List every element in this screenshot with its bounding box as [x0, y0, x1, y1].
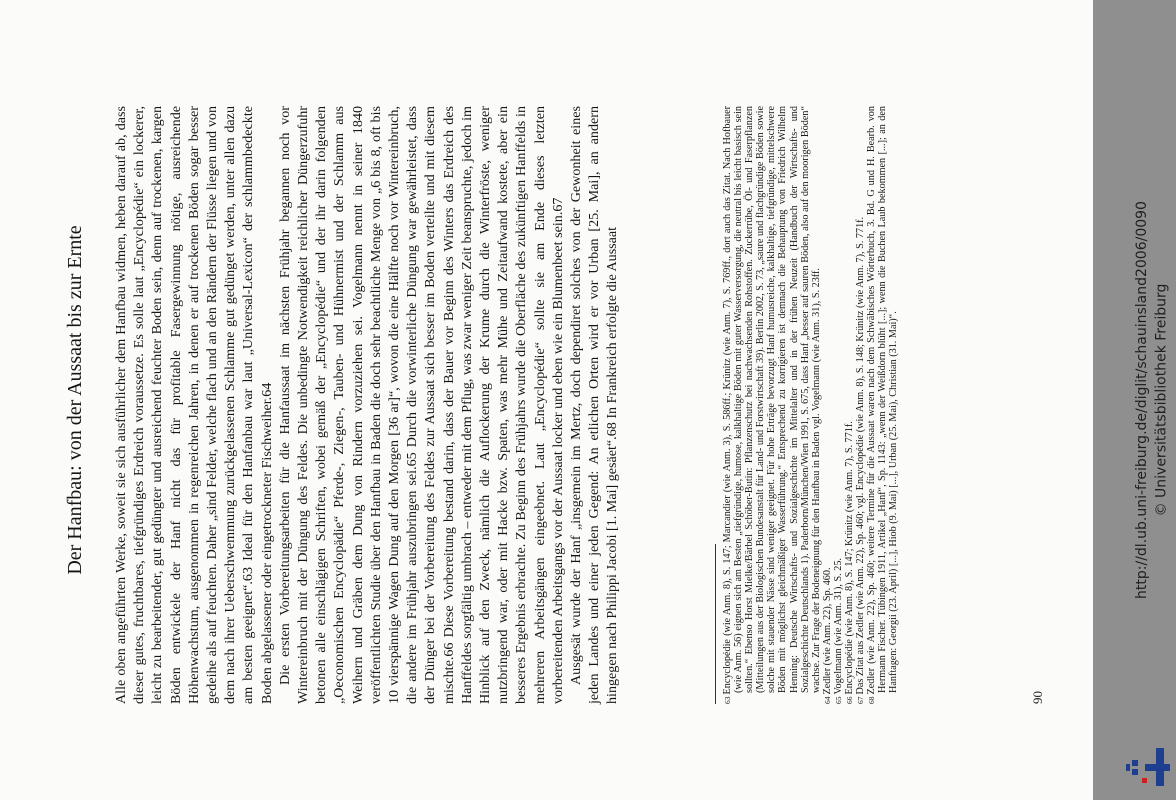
paragraph: Alle oben angeführten Werke, soweit sie sich ausführlicher dem Hanfbau widmen, heben darauf ab, dass dieser gutes, fruchtbares, tiefgründiges Erdreich voraussetze. Es solle laut „Encyclopédie“ ein lockerer, leicht zu bearbeitender, gut gedüngter und ausreichend feuchter Boden sein, denn auf trockenen, kargen Böden entwickele der Hanf nicht das für profitable Fasergewinnung nötige, ausreichende Höhenwachstum, ausgenommen in regenreichen Jahren, in denen er auf trockenen Böden sogar besser gedeihe als auf feuchten. Daher „sind Felder, welche flach und an den Rändern der Flüsse liegen und von dem nach ihrer Ueberschwemmung zurückgelassenen Schlamme gut gedünget werden, unter allen dazu am besten geeignet“.63 Ideal für den Hanfanbau war laut „Universal-Lexicon“ der schlammbedeckte Boden abgelassener oder eingetrockneter Fischweiher.64: [113, 106, 275, 704]
paragraph: Die ersten Vorbereitungsarbeiten für die Hanfaussaat im nächsten Frühjahr begannen noch vor Wintereinbruch mit der Düngung des Feldes. Die unbedingte Notwendigkeit reichlicher Düngerzufuhr betonen alle einschlägigen Schriften, wobei gemäß der „Encyclopédie“ und der ihr darin folgenden „Oeconomischen Encyclopädie“ Pferde-, Ziegen-, Tauben- und Hühnermist und der Schlamm aus Weihern und Gräben dem Dung von Rindern vorzuziehen sei. Vogelmann nennt in seiner 1840 veröffentlichten Studie über den Hanfbau in Baden die doch sehr beachtliche Menge von „6 bis 8, oft bis 10 vierspännige Wagen Dung auf den Morgen [36 ar]“, wovon die eine Hälfte noch vor Wintereinbruch, die andere im Frühjahr auszubringen sei.65 Durch die vorwinterliche Düngung war gewährleistet, dass der Dünger bei der Vorbereitung des Feldes zur Aussaat sich besser im Boden verteilte und mit diesem mischte.66 Diese Vorbereitung bestand darin, dass der Bauer vor Beginn des Winters das Erdreich des Hanffeldes sorgfältig umbrach – entweder mit dem Pflug, was zwar weniger Zeit beanspruchte, jedoch im Hinblick auf den Zweck, nämlich die Auflockerung der Krume durch die Winterfröste, weniger nutzbringend war, oder mit Hacke bzw. Spaten, was mehr Mühe und Zeitaufwand kostete, aber ein besseres Ergebnis erbrachte. Zu Beginn des Frühjahrs wurde die Oberfläche des zukünftigen Hanffelds in mehreren Arbeitsgängen eingeebnet. Laut „Encyclopédie“ sollte sie am Ende dieses letzten vorbereitenden Arbeitsgangs vor der Aussaat locker und eben wie ein Blumenbeet sein.67: [276, 106, 566, 704]
footnote-text: Encyclopédie (wie Anm. 8), S. 147; Krünitz (wie Anm. 7), S. 771f.: [844, 421, 856, 695]
body-text: [112, 106, 622, 704]
footnote-number: 67: [856, 696, 866, 704]
footnote-number: 65: [833, 696, 843, 704]
ub-freiburg-logo-icon: [1126, 745, 1170, 789]
footnote-number: 63: [723, 696, 732, 704]
footnote-number: 64: [822, 696, 832, 704]
footnote: [844, 106, 855, 704]
footnote-text: Vogelmann (wie Anm. 31), S. 25.: [832, 558, 844, 695]
page-number: 90: [1030, 691, 1045, 704]
sidebar-copyright-text: © Universitätsbibliothek Freiburg: [1153, 283, 1169, 517]
footnote: [722, 106, 822, 704]
footnote-text: Zedler (wie Anm. 22), Sp. 460; weitere Termine für die Aussaat waren nach dem Schwäbisches Wörterbuch, 3. Bd. G und H. Bearb. von Hermann Fischer. Tübingen 1911, Artikel „Hanf“, Sp. 1143: „wenn der Weißdorn blüht [...]; wenn die Buchen Laub bekommen [...]; an den Hanftagen: Georgii (23. April) [...], Hiob (9. Mai) [...], Urban (25. Mai), Christian (31. Mai)“.: [866, 106, 900, 695]
sidebar-copyright: [1147, 0, 1175, 800]
running-header: Der Hanfbau: von der Aussaat bis zur Ernte: [64, 225, 86, 575]
footnote: [866, 106, 899, 704]
footnotes: [722, 106, 900, 704]
footnote: [822, 106, 833, 704]
paragraph: Ausgesät wurde der Hanf „insgemein im Mertz, doch dependiret solches von der Gewonheit eines jeden Landes und einer jeden Gegend: An etlichen Orten wird er vor Urban [25. Mai], an andern hingegen nach Philippi Jacobi [1. Mai] gesäet“.68 In Frankreich erfolgte die Aussaat: [568, 106, 621, 704]
sidebar-url-text[interactable]: http://dl.ub.uni-freiburg.de/diglit/schauinsland2006/0090: [1134, 201, 1151, 599]
footnote: [833, 106, 844, 704]
footnote: [855, 106, 866, 704]
footnote-text: Das Zitat aus Zedler (wie Anm. 22), Sp. 460; vgl. Encyclopédie (wie Anm. 8), S. 148; Krünitz (wie Anm. 7), S. 771f.: [855, 216, 867, 695]
footnote-text: Encyclopédie (wie Anm. 8), S. 147; Marcandier (wie Anm. 3), S. 586ff.; Krünitz (wie Anm. 7), S. 769ff., dort auch das Zitat. Nach Hofbauer (wie Anm. 56) eignen sich am Besten „tiefgründige, humose, kalkhaltige Böden mit guter Wasserversorgung, die neutral bis leicht basisch sein sollten.“ Ebenso Horst Mielke/Bärbel Schöber-Butin: Pflanzenschutz bei nachwachsenden Rohstoffen. Zuckerrübe, Öl- und Faserpflanzen (Mitteilungen aus der Biologischen Bundesanstalt für Land- und Forstwirtschaft 39). Berlin 2002, S. 73, „saure und flachgründige Böden sowie solche mit stauender Nässe sind weniger geeignet. Für hohe Erträge bevorzugt Hanf humusreiche, kalkhaltige, tiefgründige, mittelschwere Böden mit möglichst gleichmäßiger Wasserführung.“ Entsprechend zu korrigieren ist demnach die Behauptung von Friedrich Wilhelm Henning: Deutsche Wirtschafts- und Sozialgeschichte im Mittelalter und in der frühen Neuzeit (Handbuch der Wirtschafts- und Sozialgeschichte Deutschlands 1). Paderborn/München/Wien 1991, S. 675, dass Hanf „besser auf sauren Böden, also auf den moorigen Böden“ wachse. Zur Frage der Bodeneignung für den Hanfbau in Baden vgl. Vogelmann (wie Anm. 31), S. 23ff.: [722, 106, 822, 695]
footnote-text: Zedler (wie Anm. 22), Sp. 460.: [821, 567, 833, 695]
footnote-number: 66: [845, 696, 855, 704]
footnote-number: 68: [867, 696, 877, 704]
footnote-separator: [715, 544, 716, 704]
